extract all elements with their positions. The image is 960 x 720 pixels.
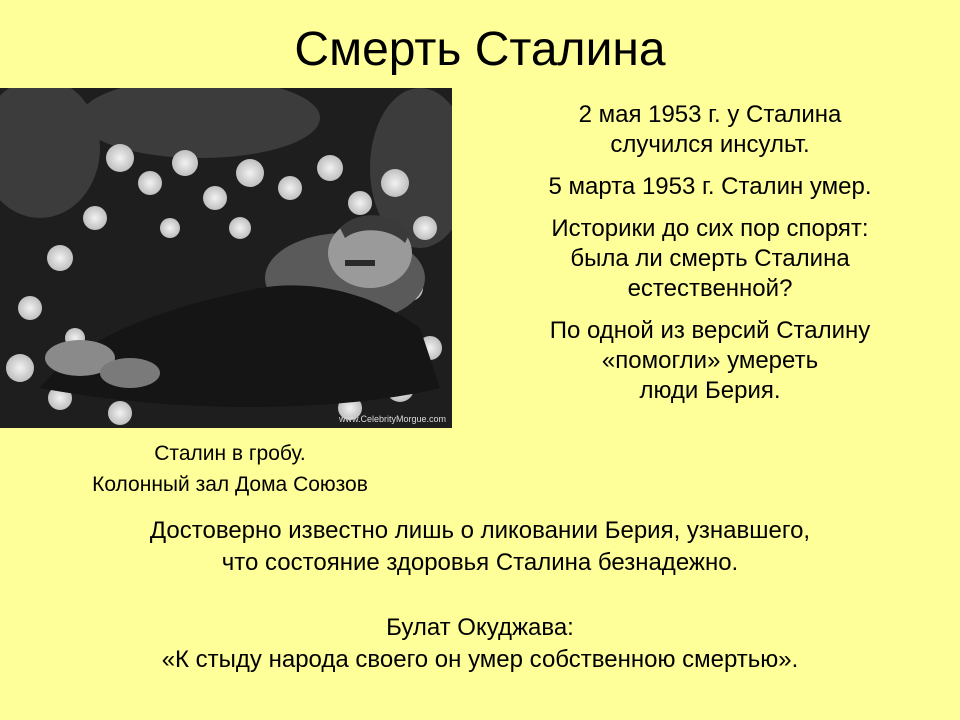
photo-watermark: www.CelebrityMorgue.com [338, 414, 446, 424]
caption-line-2: Колонный зал Дома Союзов [92, 473, 368, 496]
fact-version-line-3: люди Берия. [639, 377, 781, 404]
photo-illustration [0, 88, 452, 428]
fact-death-line-1: 5 марта 1953 г. Сталин умер. [548, 173, 872, 200]
beria-statement-line-2: что состояние здоровья Сталина безнадежно. [221, 549, 739, 576]
fact-death [470, 172, 950, 202]
fact-stroke [470, 100, 950, 160]
quote-text: «К стыду народа своего он умер собственною смертью». [161, 646, 799, 673]
beria-statement [0, 515, 960, 579]
slide-title: Смерть Сталина [294, 23, 666, 76]
fact-version-line-2: «помогли» умереть [601, 347, 819, 374]
fact-version [470, 316, 950, 406]
fact-historians-line-2: была ли смерть Сталина [570, 245, 850, 272]
fact-historians [470, 214, 950, 304]
quote-author: Булат Окуджава: [386, 614, 574, 641]
photo-caption [20, 438, 440, 500]
fact-stroke-line-1: 2 мая 1953 г. у Сталина [578, 101, 842, 128]
fact-version-line-1: По одной из версий Сталину [549, 317, 871, 344]
fact-historians-line-1: Историки до сих пор спорят: [551, 215, 869, 242]
photo-stalin-in-coffin [0, 88, 452, 428]
fact-historians-line-3: естественной? [627, 275, 793, 302]
fact-stroke-line-2: случился инсульт. [610, 131, 810, 158]
okudzhava-quote [0, 612, 960, 676]
facts-column [470, 100, 950, 418]
caption-line-1: Сталин в гробу. [154, 442, 306, 465]
beria-statement-line-1: Достоверно известно лишь о ликовании Берия, узнавшего, [149, 517, 811, 544]
